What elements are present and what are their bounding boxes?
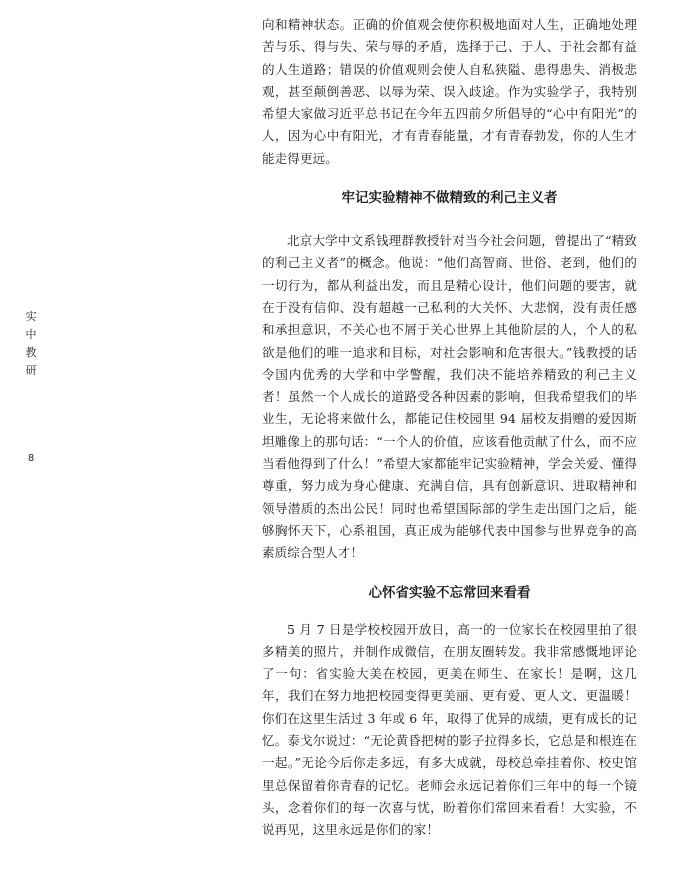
section-2-paragraph: 5 月 7 日是学校校园开放日，高一的一位家长在校园里拍了很多精美的照片，并制作成微信，在朋友圈转发。我非常感慨地评论了一句：省实验大美在校园，更美在师生、在家长！是啊，这几年，我们在努力地把校园变得更美丽、更有爱、更人文、更温暖！你们在这里生活过 3 年或 6 年，取得了优异的成绩，更有成长的记忆。泰戈尔说过：“无论黄昏把树的影子拉得多长，它总是和根连在一起。”无论今后你走多远，有多大成就，母校总牵挂着你、校史馆里总保留着你青春的记忆。老师会永远记着你们三年中的每一个镜头，念着你们的每一次喜与忧，盼着你们常回来看看！大实验，不说再见，这里永远是你们的家！ xyxy=(262,621,637,838)
article-body xyxy=(262,14,637,842)
section-heading-2: 心怀省实验不忘常回来看看 xyxy=(368,584,531,601)
journal-side-label: 实中教研 xyxy=(25,310,37,377)
section-heading-1: 牢记实验精神不做精致的利己主义者 xyxy=(341,190,558,207)
page-number: 8 xyxy=(27,453,35,464)
section-1-paragraph: 北京大学中文系钱理群教授针对当今社会问题，曾提出了“精致的利己主义者”的概念。他说：“他们高智商、世俗、老到，他们的一切行为，都从利益出发，而且是精心设计，他们问题的要害，就在于没有信仰、没有超越一己私利的大关怀、大悲悯，没有责任感和承担意识，不关心也不屑于关心世界上其他阶层的人，个人的私欲是他们的唯一追求和目标，对社会影响和危害很大。”钱教授的话令国内优秀的大学和中学警醒，我们决不能培养精致的利己主义者！虽然一个人成长的道路受各种因素的影响，但我希望我们的毕业生，无论将来做什么，都能记住校园里 94 届校友捐赠的爱因斯坦雕像上的那句话：“一个人的价值，应该看他贡献了什么，而不应当看他得到了什么！”希望大家都能牢记实验精神，学会关爱、懂得尊重，努力成为身心健康、充满自信，具有创新意识、进取精神和领导潜质的杰出公民！同时也希望国际部的学生走出国门之后，能够胸怀天下，心系祖国，真正成为能够代表中国参与世界竞争的高素质综合型人才！ xyxy=(262,233,637,561)
intro-paragraph: 向和精神状态。正确的价值观会使你积极地面对人生，正确地处理苦与乐、得与失、荣与辱的矛盾，选择于己、于人、于社会都有益的人生道路；错误的价值观则会使人自私狭隘、患得患失、消极悲观，甚至颠倒善恶、以辱为荣、误入歧途。作为实验学子，我特别希望大家做习近平总书记在今年五四前夕所倡导的“心中有阳光”的人，因为心中有阳光，才有青春能量，才有青春勃发，你的人生才能走得更远。 xyxy=(262,17,637,166)
